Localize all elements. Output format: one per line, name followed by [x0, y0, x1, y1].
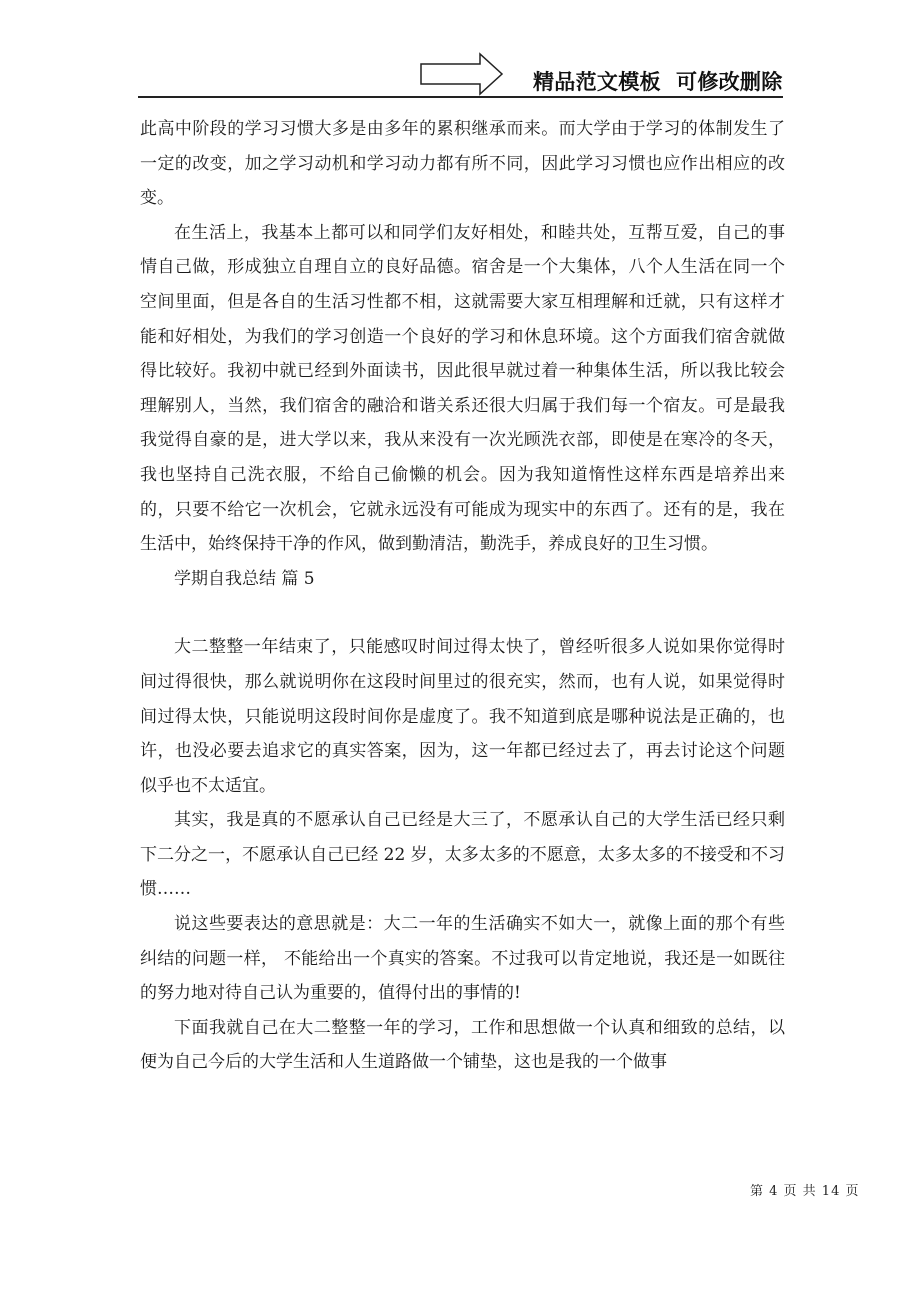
page-header [0, 0, 920, 100]
page-number: 第 4 页 共 14 页 [750, 1184, 860, 1199]
section-title: 学期自我总结 篇 5 [174, 568, 315, 589]
paragraph-life: 在生活上，我基本上都可以和同学们友好相处，和睦共处，互帮互爱，自己的事情自己做，形成独立自理自立的良好品德。宿舍是一个大集体，八个人生活在同一个空间里面，但是各自的生活习性都不相，这就需要大家互相理解和迁就，只有这样才能和好相处，为我们的学习创造一个良好的学习和休息环境。这个方面我们宿舍就做得比较好。我初中就已经到外面读书，因此很早就过着一种集体生活，所以我比较会理解别人，当然，我们宿舍的融洽和谐关系还很大归属于我们每一个宿友。可是最我我觉得自豪的是，进大学以来，我从来没有一次光顾洗衣部，即使是在寒冷的冬天，我也坚持自己洗衣服，不给自己偷懒的机会。因为我知道惰性这样东西是培养出来的，只要不给它一次机会，它就永远没有可能成为现实中的东西了。还有的是，我在生活中，始终保持干净的作风，做到勤清洁，勤洗手，养成良好的卫生习惯。 [140, 222, 785, 555]
header-title: 精品范文模板 可修改删除 [533, 70, 783, 94]
paragraph: 说这些要表达的意思就是：大二一年的生活确实不如大一，就像上面的那个有些纠结的问题一样， 不能给出一个真实的答案。不过我可以肯定地说，我还是一如既往的努力地对待自己认为重要的，值得付出的事情的! [140, 914, 785, 1004]
header-rule [138, 96, 783, 98]
paragraph: 其实，我是真的不愿承认自己已经是大三了，不愿承认自己的大学生活已经只剩下二分之一，不愿承认自己已经 22 岁，太多太多的不愿意，太多太多的不接受和不习惯…… [140, 810, 785, 900]
paragraph-continued: 此高中阶段的学习习惯大多是由多年的累积继承而来。而大学由于学习的体制发生了一定的改变，加之学习动机和学习动力都有所不同，因此学习习惯也应作出相应的改变。 [140, 119, 785, 209]
right-arrow-icon [420, 52, 504, 96]
paragraph: 下面我就自己在大二整整一年的学习，工作和思想做一个认真和细致的总结，以便为自己今后的大学生活和人生道路做一个铺垫，这也是我的一个做事 [140, 1017, 785, 1073]
document-body [140, 112, 785, 1080]
paragraph: 大二整整一年结束了，只能感叹时间过得太快了，曾经听很多人说如果你觉得时间过得很快，那么就说明你在这段时间里过的很充实，然而，也有人说，如果觉得时间过得太快，只能说明这段时间你是虚度了。我不知道到底是哪种说法是正确的，也许，也没必要去追求它的真实答案，因为，这一年都已经过去了，再去讨论这个问题似乎也不太适宜。 [140, 637, 785, 796]
blank-line [140, 596, 785, 630]
